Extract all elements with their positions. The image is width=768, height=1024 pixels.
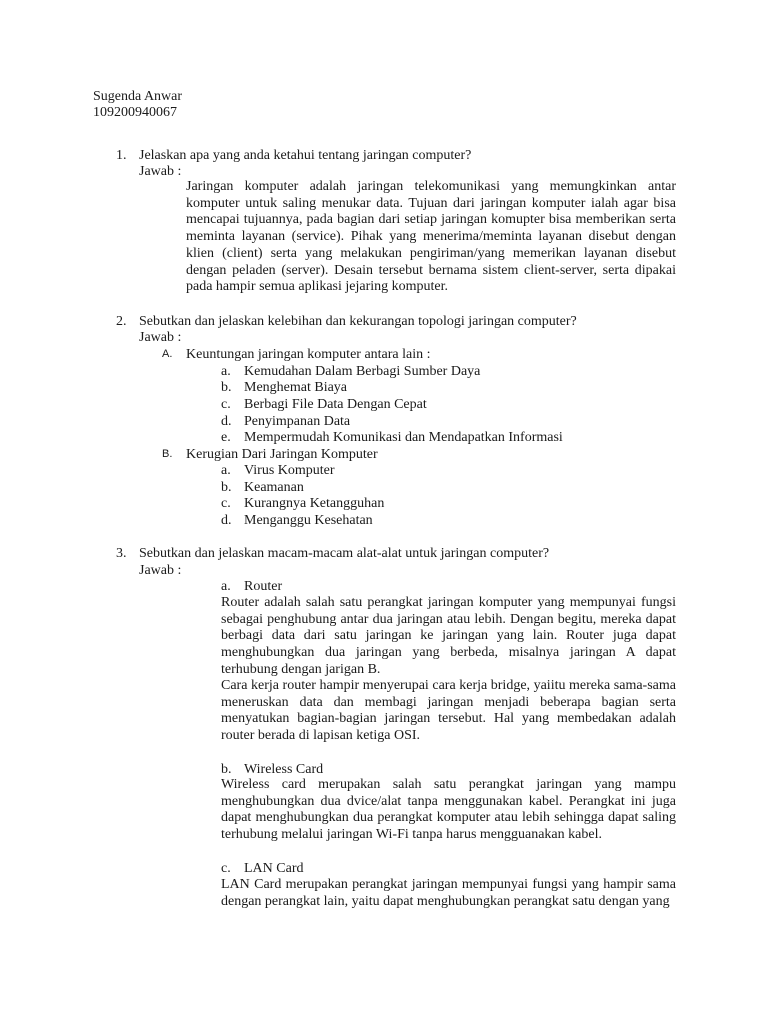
device-marker: a. bbox=[221, 579, 231, 594]
device-marker: b. bbox=[221, 762, 232, 777]
q1-answer-text: Jaringan komputer adalah jaringan telekomunikasi yang memungkinkan antar komputer untuk saling menukar data. Tujuan dari jaringan komputer ialah agar bisa mencapai tujuannya, pada bagian dari setiap jaringan komupter bisa memberikan serta meminta layanan (service). Pihak yang menerima/meminta layanan disebut dengan klien (client) serta yang melakukan pengiriman/yang memerikan layanan disebut dengan peladen (server). Desain tersebut bernama sistem client-server, serta dipakai pada hampir semua aplikasi jejaring komputer. bbox=[186, 179, 676, 295]
device-title-wireless-card: Wireless Card bbox=[244, 762, 324, 777]
q2-answer-label: Jawab : bbox=[139, 330, 182, 345]
list-item-marker: d. bbox=[221, 414, 232, 429]
list-item: Berbagi File Data Dengan Cepat bbox=[244, 397, 427, 412]
student-id: 109200940067 bbox=[93, 105, 177, 120]
q1-answer-label: Jawab : bbox=[139, 164, 182, 179]
q2-number: 2. bbox=[116, 314, 127, 329]
list-item: Virus Komputer bbox=[244, 463, 335, 478]
q3-number: 3. bbox=[116, 546, 127, 561]
list-item: Keamanan bbox=[244, 480, 304, 495]
list-item-marker: d. bbox=[221, 513, 232, 528]
list-item-marker: c. bbox=[221, 496, 231, 511]
list-item: Menghemat Biaya bbox=[244, 380, 348, 395]
q3-answer-label: Jawab : bbox=[139, 563, 182, 578]
wireless-card-paragraph: Wireless card merupakan salah satu perangkat jaringan yang mampu menghubungkan dua dvice/alat tanpa menggunakan kabel. Perangkat ini juga dapat menghubungkan dua perangkat komputer atau lebih sehingga dapat saling terhubung melalui jaringan Wi-Fi tanpa harus mengguanakan kabel. bbox=[221, 777, 676, 843]
q1-number: 1. bbox=[116, 148, 127, 163]
section-b-marker: B. bbox=[162, 448, 173, 460]
lan-card-paragraph: LAN Card merupakan perangkat jaringan mempunyai fungsi yang hampir sama dengan perangkat lain, yaitu dapat menghubungkan perangkat satu dengan yang bbox=[221, 877, 676, 909]
router-paragraph-2: Cara kerja router hampir menyerupai cara kerja bridge, yaiitu mereka sama-sama meneruskan data dan membagi jaringan menjadi beberapa bagian serta menyatukan bagian-bagian jaringan tersebut. Hal yang membedakan adalah router berada di lapisan ketiga OSI. bbox=[221, 678, 676, 744]
list-item: Mempermudah Komunikasi dan Mendapatkan Informasi bbox=[244, 430, 563, 445]
router-paragraph-1: Router adalah salah satu perangkat jaringan komputer yang mempunyai fungsi sebagai penghubung antar dua jaringan atau lebih. Dengan begitu, mereka dapat berbagi data dari satu jaringan ke jaringan yang lain. Router juga dapat menghubungkan dua jaringan yang berbeda, misalnya jaringan A dapat terhubung dengan jarigan B. bbox=[221, 595, 676, 677]
section-b-title: Kerugian Dari Jaringan Komputer bbox=[186, 447, 378, 462]
device-title-lan-card: LAN Card bbox=[244, 861, 304, 876]
list-item: Penyimpanan Data bbox=[244, 414, 351, 429]
list-item: Kurangnya Ketangguhan bbox=[244, 496, 385, 511]
q2-question: Sebutkan dan jelaskan kelebihan dan kekurangan topologi jaringan computer? bbox=[139, 314, 577, 329]
device-title-router: Router bbox=[244, 579, 283, 594]
list-item-marker: a. bbox=[221, 364, 231, 379]
list-item-marker: a. bbox=[221, 463, 231, 478]
list-item: Menganggu Kesehatan bbox=[244, 513, 373, 528]
q3-question: Sebutkan dan jelaskan macam-macam alat-alat untuk jaringan computer? bbox=[139, 546, 550, 561]
list-item: Kemudahan Dalam Berbagi Sumber Daya bbox=[244, 364, 481, 379]
device-marker: c. bbox=[221, 861, 231, 876]
section-a-title: Keuntungan jaringan komputer antara lain : bbox=[186, 347, 431, 362]
list-item-marker: e. bbox=[221, 430, 231, 445]
list-item-marker: b. bbox=[221, 480, 232, 495]
list-item-marker: c. bbox=[221, 397, 231, 412]
q1-question: Jelaskan apa yang anda ketahui tentang jaringan computer? bbox=[139, 148, 472, 163]
section-a-marker: A. bbox=[162, 348, 173, 360]
author-name: Sugenda Anwar bbox=[93, 89, 183, 104]
list-item-marker: b. bbox=[221, 380, 232, 395]
